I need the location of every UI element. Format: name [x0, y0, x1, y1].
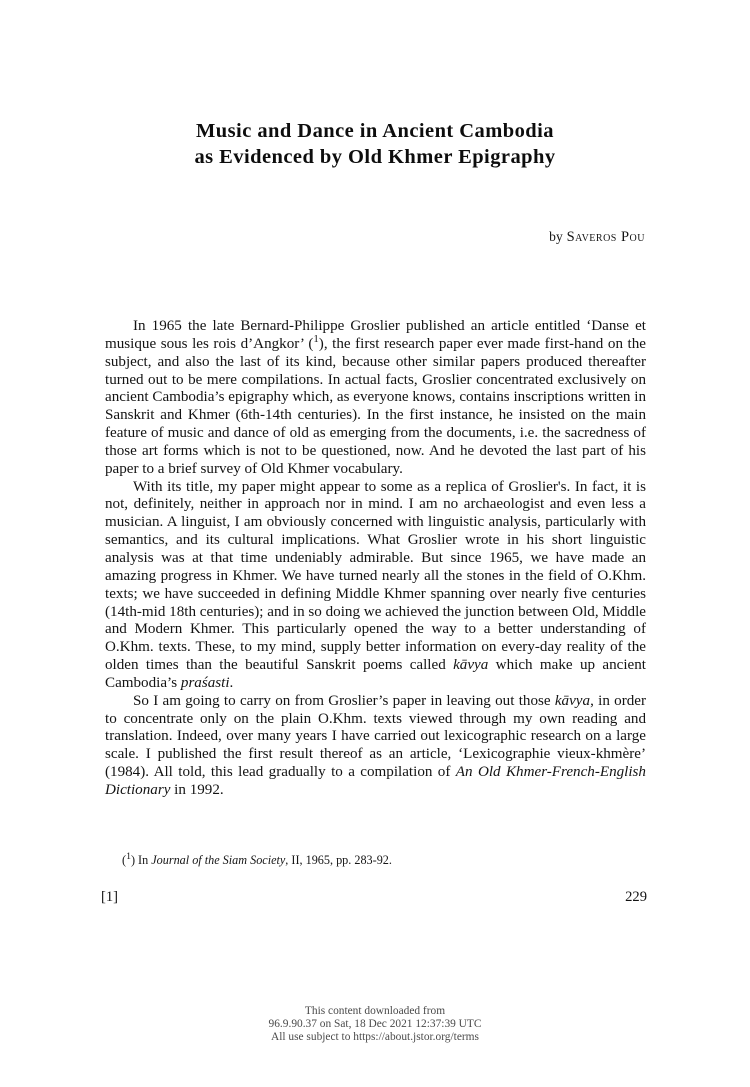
p2-text-a: With its title, my paper might appear to some as a replica of Groslier's. In fact, it is not, definitely, neither in approach nor in mind. I am no archaeologist and even less a musician. A linguist, I am obviously concerned with linguistic analysis, particularly with semantics, and its cultural implications. What Groslier wrote in his short linguistic analysis was at that time undeniably admirable. But since 1965, we have made an amazing progress in Khmer. We have turned nearly all the stones in the field of O.Khm. texts; we have succeeded in defining Middle Khmer spanning over nearly five centuries (14th-mid 18th centuries); and in so doing we achieved the junction between Old, Middle and Modern Khmer. This particularly opened the way to a better understanding of O.Khm. texts. These, to my mind, supply better information on every-day reality of the olden times than the beautiful Sanskrit poems called — [105, 478, 646, 674]
term-prasasti: praśasti — [180, 674, 230, 691]
footnote-paren-open: ( — [122, 853, 127, 867]
title-line-1: Music and Dance in Ancient Cambodia — [195, 120, 555, 142]
footnote-number: 1 — [126, 850, 131, 862]
p3-text-c: in 1992. — [170, 781, 224, 798]
footnote-intro: ) In — [130, 853, 152, 867]
p2-text-b: which make up ancient Cambodia’s — [105, 657, 646, 691]
jstor-download-stamp — [0, 1005, 750, 1045]
article-body — [105, 318, 646, 800]
footnote-1 — [122, 850, 642, 868]
p1-text-a: In 1965 the late Bernard-Philippe Groslier published an article entitled ‘Danse et musique sous les rois d’Angkor’ ( — [105, 318, 646, 352]
byline-prefix: by — [549, 229, 567, 244]
p2-text-c: . — [229, 674, 234, 691]
term-kavya-2: kāvya — [554, 692, 591, 709]
p3-text-b: , in order to concentrate only on the plain O.Khm. texts viewed through my own reading and translation. Indeed, over many years I have carried out lexicographic research on a large scale. I published the first result thereof as an article, ‘Lexicographie vieux-khmère’ (1984). All told, this lead gradually to a compilation of — [105, 692, 646, 781]
jstor-stamp-line-1: This content downloaded from — [304, 1005, 446, 1017]
book-title-dictionary: An Old Khmer-French-English Dictionary — [105, 764, 646, 798]
paragraph-2 — [105, 479, 646, 693]
folio-left-bracket-number: [1] — [101, 889, 119, 905]
footnote-journal-title: Journal of the Siam Society — [151, 853, 286, 867]
p1-text-b: ), the first research paper ever made first-hand on the subject, and also the last of its kind, because other similar papers produced thereafter turned out to be mere compilations. In actual facts, Groslier concentrated exclusively on ancient Cambodia’s epigraphy which, as everyone knows, contains inscriptions written in Sanskrit and Khmer (6th-14th centuries). In the first instance, he insisted on the main feature of music and dance of old as emerging from the documents, i.e. the sacredness of those art forms which is not to be questioned, now. And he devoted the last part of his paper to a brief survey of Old Khmer vocabulary. — [105, 335, 646, 477]
footnote-reference-marker: 1 — [313, 332, 319, 345]
folio-page-number: 229 — [625, 889, 647, 905]
jstor-stamp-line-3: All use subject to https://about.jstor.org/terms — [271, 1031, 479, 1044]
footnote-citation-rest: , II, 1965, pp. 283-92. — [285, 853, 392, 867]
author-name: Saveros Pou — [566, 229, 645, 245]
p3-text-a: So I am going to carry on from Groslier’s paper in leaving out those — [133, 692, 555, 709]
term-kavya: kāvya — [453, 657, 489, 674]
byline — [105, 229, 645, 246]
jstor-stamp-line-2: 96.9.90.37 on Sat, 18 Dec 2021 12:37:39 UTC — [268, 1018, 482, 1031]
paragraph-3 — [105, 693, 646, 800]
page-title — [105, 118, 645, 170]
title-line-2: as Evidenced by Old Khmer Epigraphy — [194, 146, 556, 168]
page-folio — [101, 889, 647, 906]
paragraph-1 — [105, 318, 646, 479]
